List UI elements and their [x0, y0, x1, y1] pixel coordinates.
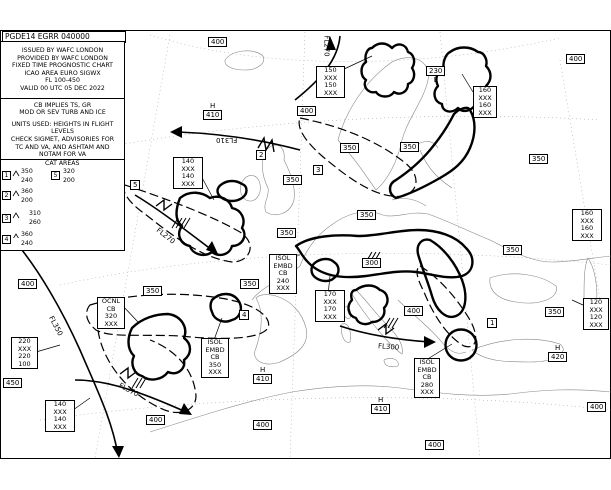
tropopause-height-box: 350 [277, 228, 296, 238]
cat-item-top: 360 [21, 188, 33, 195]
cb-text-line: ISOL [207, 338, 223, 346]
cb-label-base-text: XXX [53, 422, 67, 431]
cb-note-line: CB IMPLIES TS, GR [33, 101, 92, 109]
cb-text-line: 320 [104, 312, 118, 321]
tropopause-high-value: 410 [203, 110, 222, 120]
header-panel [0, 41, 125, 161]
tropopause-height-box: 350 [357, 210, 376, 220]
cb-label-base-text: XXX [181, 179, 195, 188]
cb-text-line: 240 [276, 276, 290, 285]
cat-item [2, 191, 11, 200]
cb-text-line: CB [278, 269, 288, 278]
cb-text-box [97, 297, 125, 329]
cb-label-base: 160 [580, 224, 594, 232]
tropopause-height-box: 350 [143, 286, 162, 296]
cb-text-line: EMBD [273, 261, 293, 270]
tropopause-height-box: 350 [529, 154, 548, 164]
cb-text-box [414, 358, 440, 398]
cb-label [173, 157, 203, 189]
cat-item-top: 360 [21, 231, 33, 238]
cb-label-top-text: XXX [17, 344, 32, 353]
cb-text-line: OCNL [101, 297, 121, 305]
cb-note-line: MOD OR SEV TURB AND ICE [19, 109, 106, 117]
cb-note [1, 99, 124, 117]
cat-item-number: 3 [2, 214, 11, 223]
cb-text-line: 350 [208, 360, 222, 369]
cat-area-marker: 3 [313, 165, 323, 175]
tropopause-high [548, 344, 567, 362]
cb-text-box [269, 254, 297, 294]
units-line: UNITS USED: HEIGHTS IN FLIGHT LEVELS [11, 120, 114, 136]
turbulence-symbol-icon [11, 168, 21, 238]
cat-item [2, 171, 11, 180]
cat-item-top: 310 [29, 210, 41, 217]
tropopause-height-box: 350 [240, 279, 259, 289]
tropopause-height-box: 300 [362, 258, 381, 268]
tropopause-high-value: 410 [371, 404, 390, 414]
tropopause-height-box: 350 [283, 175, 302, 185]
cb-text-box [201, 338, 229, 378]
cb-label-base-text: XXX [323, 88, 338, 97]
cb-text-line: XXX [208, 368, 222, 377]
issue-block [1, 42, 124, 93]
cb-label-base: 120 [589, 313, 603, 321]
cb-label-base: 220 [18, 352, 31, 360]
cb-label-base-text: 100 [18, 359, 31, 368]
cat-item [2, 235, 11, 244]
cb-label-top: 160 [478, 86, 492, 94]
cb-label [11, 337, 38, 369]
tropopause-high-letter: H [555, 344, 561, 352]
cat-item [51, 171, 60, 180]
tropopause-high-value: 420 [548, 352, 567, 362]
chart-id: PGDE14 EGRR 040000 [2, 31, 126, 43]
tropopause-low-letter: L [433, 76, 438, 84]
tropopause-height-box: 350 [503, 245, 522, 255]
tropopause-height-box: 450 [3, 378, 22, 388]
cat-item-base: 260 [29, 219, 41, 226]
tropopause-height-box: 400 [253, 420, 272, 430]
cb-text-line: 280 [420, 380, 434, 389]
cat-area-marker: 1 [487, 318, 497, 328]
cb-text-line: XXX [104, 319, 118, 328]
cb-label-base-text: XXX [323, 312, 337, 321]
units-line: CHECK SIGMET, ADVISORIES FOR [10, 135, 115, 143]
cb-label-top-text: XXX [589, 305, 603, 314]
cb-label-base-text: XXX [589, 320, 603, 329]
cat-item-number: 1 [2, 171, 11, 180]
tropopause-high-letter: H [378, 396, 384, 404]
cb-text-line: ISOL [419, 358, 435, 366]
cat-item-top: 320 [63, 168, 75, 175]
tropopause-high-letter: H [210, 102, 216, 110]
tropopause-height-box: 400 [18, 279, 37, 289]
cb-label-base: 150 [324, 81, 337, 89]
cb-label-top: 170 [323, 290, 337, 298]
issue-line: FL 100-450 [45, 77, 80, 85]
jet-level-label: FL310 [216, 136, 238, 144]
cb-text-line: ISOL [275, 254, 291, 262]
tropopause-low [426, 66, 445, 84]
cb-label-top: 120 [589, 298, 603, 306]
tropopause-low-value: 230 [426, 66, 445, 76]
cb-label-top: 140 [53, 400, 67, 408]
jet-level-label: FL270 [154, 226, 177, 246]
cb-label-top-text: XXX [478, 93, 492, 102]
cat-item [2, 214, 11, 223]
units-note [1, 117, 124, 159]
cb-label [473, 86, 497, 118]
jet-level-label: FL270 [322, 35, 331, 57]
jet-level-label: FL300 [377, 342, 400, 352]
cb-label-base: 170 [323, 305, 337, 313]
cb-label-top-text: XXX [323, 297, 337, 306]
cb-label [316, 66, 345, 98]
cb-label-base: 160 [478, 101, 492, 109]
tropopause-height-box: 400 [566, 54, 585, 64]
jet-level-label: FL370 [117, 381, 140, 399]
tropopause-height-box: 400 [146, 415, 165, 425]
cb-label [572, 209, 602, 241]
cb-label-top-text: XXX [323, 73, 338, 82]
units-line: TC AND VA, AND ASHTAM AND [15, 143, 110, 151]
cat-item-base: 240 [21, 240, 33, 247]
cat-areas-title: CAT AREAS [45, 160, 80, 167]
cb-label [45, 400, 75, 432]
issue-line: FIXED TIME PROGNOSTIC CHART [12, 62, 113, 70]
tropopause-height-box: 400 [297, 106, 316, 116]
cat-item-number: 2 [2, 191, 11, 200]
units-line: NOTAM FOR VA [38, 151, 87, 159]
tropopause-height-box: 350 [340, 143, 359, 153]
cb-label-top-text: XXX [580, 216, 594, 225]
cb-text-line: EMBD [205, 345, 225, 354]
cb-label-top: 220 [18, 337, 31, 345]
cat-area-marker: 5 [130, 180, 140, 190]
cat-item-top: 350 [21, 168, 33, 175]
cat-item-base: 200 [63, 177, 75, 184]
cb-label-top: 160 [580, 209, 594, 217]
cb-label-top: 140 [181, 157, 195, 165]
issue-line: ISSUED BY WAFC LONDON [21, 47, 104, 54]
tropopause-height-box: 400 [425, 440, 444, 450]
cb-text-line: CB [210, 353, 220, 362]
tropopause-height-box: 350 [400, 142, 419, 152]
cb-label-base: 140 [53, 415, 67, 423]
cb-text-line: XXX [420, 388, 434, 397]
cat-area-marker: 2 [256, 150, 266, 160]
cb-text-line: CB [106, 304, 116, 313]
cb-label-base-text: XXX [478, 108, 492, 117]
cb-label [315, 290, 345, 322]
cb-text-line: XXX [276, 284, 290, 293]
tropopause-high [371, 396, 390, 414]
tropopause-high [203, 102, 222, 120]
tropopause-high-value: 410 [253, 374, 272, 384]
cb-label-top-text: XXX [181, 164, 195, 173]
cat-areas-legend [0, 159, 125, 251]
cat-item-number: 5 [51, 171, 60, 180]
issue-line: PROVIDED BY WAFC LONDON [17, 54, 108, 62]
cb-label-top-text: XXX [53, 407, 67, 416]
issue-line: ICAO AREA EURO SIGWX [24, 69, 101, 77]
cb-label-top: 150 [324, 66, 337, 74]
tropopause-height-box: 350 [545, 307, 564, 317]
tropopause-height-box: 400 [404, 306, 423, 316]
cb-label [583, 298, 609, 330]
cb-text-line: EMBD [417, 365, 437, 374]
cb-text-line: CB [422, 373, 432, 382]
cat-item-number: 4 [2, 235, 11, 244]
tropopause-high [253, 366, 272, 384]
cb-label-base-text: XXX [580, 231, 594, 240]
issue-line: VALID 00 UTC 05 DEC 2022 [20, 84, 105, 92]
cb-label-base: 140 [181, 172, 195, 180]
tropopause-height-box: 400 [208, 37, 227, 47]
tropopause-high-letter: H [260, 366, 266, 374]
cat-item-base: 200 [21, 197, 33, 204]
tropopause-height-box: 400 [587, 402, 606, 412]
cat-area-marker: 4 [239, 310, 249, 320]
cat-item-base: 240 [21, 177, 33, 184]
jet-level-label: FL350 [47, 314, 65, 338]
